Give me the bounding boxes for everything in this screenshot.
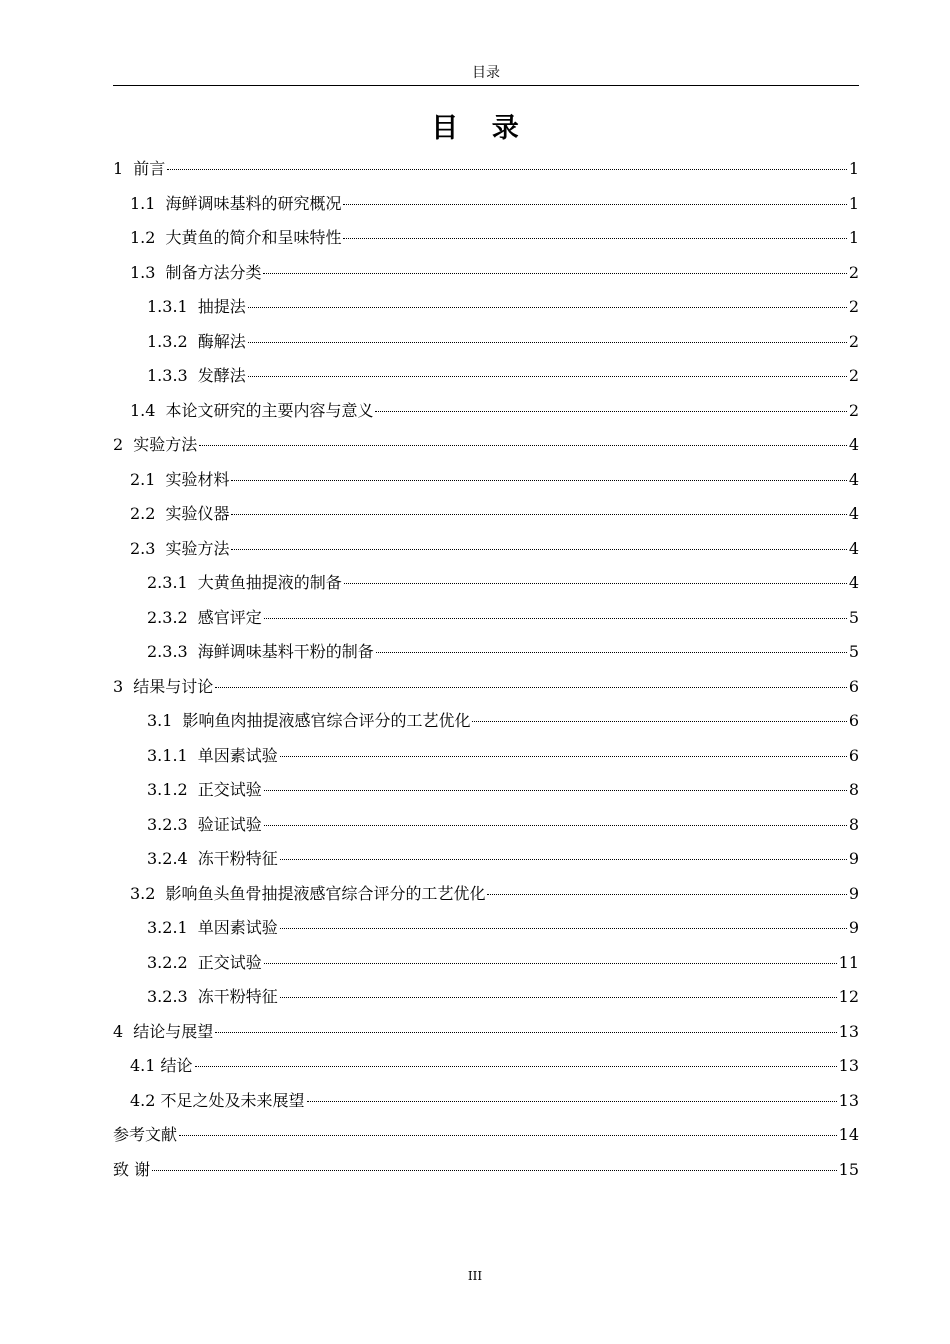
toc-dot-leader: [179, 1135, 837, 1136]
toc-dot-leader: [375, 411, 846, 412]
toc-entry-page: 9: [848, 918, 859, 937]
toc-entry[interactable]: [113, 877, 859, 912]
toc-entry-page: 13: [838, 1021, 859, 1041]
toc-dot-leader: [343, 238, 846, 239]
toc-entry[interactable]: [113, 842, 859, 877]
toc-entry-title: 抽提法: [197, 297, 246, 316]
toc-entry-page: 11: [838, 952, 859, 972]
toc-entry-number: 3.2.3: [147, 987, 188, 1006]
toc-entry-page: 9: [848, 849, 859, 868]
toc-entry[interactable]: [113, 1015, 859, 1050]
toc-entry[interactable]: [113, 428, 859, 463]
toc-entry-number: 3.2.1: [147, 918, 188, 937]
toc-entry-page: 2: [848, 400, 859, 420]
toc-entry[interactable]: [113, 808, 859, 843]
toc-entry[interactable]: [113, 739, 859, 774]
toc-entry[interactable]: [113, 497, 859, 532]
toc-entry-number: 3.1.2: [147, 780, 188, 799]
toc-dot-leader: [248, 307, 847, 308]
toc-entry-title: 结论与展望: [133, 1021, 214, 1041]
toc-entry-page: 5: [848, 607, 859, 627]
toc-entry-page: 2: [848, 262, 859, 282]
toc-entry-page: 14: [838, 1125, 859, 1144]
toc-entry-title: 冻干粉特征: [197, 987, 278, 1006]
toc-entry-page: 2: [848, 331, 859, 351]
toc-entry-title: 4.1 结论: [130, 1056, 193, 1075]
toc-entry-title: 感官评定: [197, 607, 262, 627]
toc-entry[interactable]: [113, 532, 859, 567]
toc-entry-page: 4: [848, 504, 859, 523]
toc-dot-leader: [152, 1170, 837, 1171]
toc-dot-leader: [264, 618, 847, 619]
toc-entry-title: 参考文献: [113, 1125, 178, 1144]
toc-entry-number: 2.3.3: [147, 642, 188, 661]
toc-entry-page: 6: [848, 745, 859, 765]
toc-entry-number: 3.1: [147, 711, 173, 730]
toc-entry[interactable]: [113, 221, 859, 256]
toc-dot-leader: [231, 549, 846, 550]
toc-entry-title: 实验材料: [165, 469, 230, 489]
toc-entry-number: 2: [113, 435, 124, 454]
toc-entry-page: 2: [848, 366, 859, 385]
toc-entry[interactable]: [113, 635, 859, 670]
toc-entry-title: 影响鱼头鱼骨抽提液感官综合评分的工艺优化: [165, 883, 486, 903]
toc-dot-leader: [280, 859, 847, 860]
toc-entry-number: 1.2: [130, 228, 156, 247]
toc-entry-page: 4: [848, 538, 859, 558]
toc-entry-number: 3.1.1: [147, 745, 188, 765]
toc-entry-number: 1.4: [130, 400, 156, 420]
toc-entry-number: 4: [113, 1021, 124, 1041]
toc-dot-leader: [248, 376, 847, 377]
toc-entry-page: 9: [848, 883, 859, 903]
toc-dot-leader: [264, 790, 847, 791]
toc-entry-title: 酶解法: [197, 331, 246, 351]
toc-entry-page: 8: [848, 814, 859, 834]
toc-entry-number: 1.3.1: [147, 297, 188, 316]
toc-entry[interactable]: [113, 1049, 859, 1084]
toc-entry-title: 海鲜调味基料的研究概况: [165, 193, 342, 213]
toc-entry[interactable]: [113, 773, 859, 808]
toc-entry-title: 实验方法: [133, 435, 198, 454]
toc-entry-page: 1: [848, 228, 859, 247]
toc-dot-leader: [263, 273, 846, 274]
toc-entry-number: 2.1: [130, 469, 156, 489]
toc-entry-title: 验证试验: [197, 814, 262, 834]
toc-entry[interactable]: [113, 187, 859, 222]
toc-dot-leader: [307, 1101, 837, 1102]
toc-entry-title: 制备方法分类: [165, 262, 262, 282]
toc-dot-leader: [215, 1032, 836, 1033]
toc-entry-title: 影响鱼肉抽提液感官综合评分的工艺优化: [182, 711, 471, 730]
toc-entry-number: 3.2: [130, 883, 156, 903]
toc-entry[interactable]: [113, 463, 859, 498]
running-header: 目录: [472, 65, 500, 81]
toc-entry-title: 4.2 不足之处及未来展望: [130, 1090, 305, 1110]
toc-entry-number: 3.2.3: [147, 814, 188, 834]
toc-entry-number: 1.3.3: [147, 366, 188, 385]
toc-entry-number: 2.3: [130, 538, 156, 558]
toc-entry[interactable]: [113, 256, 859, 291]
toc-title: 目 录: [431, 113, 531, 144]
toc-entry-page: 6: [848, 676, 859, 696]
toc-entry-title: 实验方法: [165, 538, 230, 558]
toc-entry-title: 单因素试验: [197, 745, 278, 765]
toc-entry[interactable]: [113, 980, 859, 1015]
toc-entry-number: 1.3: [130, 262, 156, 282]
toc-entry[interactable]: [113, 359, 859, 394]
header-rule: [113, 85, 859, 86]
toc-entry[interactable]: [113, 670, 859, 705]
toc-entry[interactable]: [113, 1084, 859, 1119]
toc-dot-leader: [248, 342, 847, 343]
toc-entry[interactable]: [113, 704, 859, 739]
toc-entry-page: 1: [848, 193, 859, 213]
toc-dot-leader: [280, 756, 847, 757]
toc-entry-title: 发酵法: [197, 366, 246, 385]
toc-entry-page: 2: [848, 297, 859, 316]
toc-dot-leader: [264, 825, 847, 826]
toc-entry-number: 3: [113, 676, 124, 696]
toc-entry[interactable]: [113, 911, 859, 946]
page-number: III: [467, 1269, 483, 1283]
toc-dot-leader: [199, 445, 847, 446]
toc-entry-title: 实验仪器: [165, 504, 230, 523]
toc-entry-title: 前言: [133, 159, 166, 178]
toc-dot-leader: [280, 997, 837, 998]
toc-dot-leader: [472, 721, 846, 722]
toc-entry-title: 结果与讨论: [133, 676, 214, 696]
toc-entry-title: 单因素试验: [197, 918, 278, 937]
toc-entry[interactable]: [113, 290, 859, 325]
toc-entry-number: 1: [113, 159, 124, 178]
toc-entry-page: 4: [848, 435, 859, 454]
toc-entry-number: 3.2.2: [147, 952, 188, 972]
toc-entry-title: 正交试验: [197, 952, 262, 972]
toc-entry-title: 冻干粉特征: [197, 849, 278, 868]
toc-entry-number: 1.3.2: [147, 331, 188, 351]
toc-entry[interactable]: [113, 325, 859, 360]
toc-entry[interactable]: [113, 152, 859, 187]
toc-entry-number: 3.2.4: [147, 849, 188, 868]
toc-entry-page: 15: [838, 1159, 859, 1179]
toc-entry-page: 4: [848, 573, 859, 592]
toc-dot-leader: [264, 963, 837, 964]
toc-dot-leader: [195, 1066, 837, 1067]
toc-entry-page: 4: [848, 469, 859, 489]
toc-entry-number: 2.2: [130, 504, 156, 523]
toc-dot-leader: [280, 928, 847, 929]
toc-dot-leader: [231, 480, 846, 481]
toc-entry-page: 12: [838, 987, 859, 1006]
toc-entry-title: 大黄鱼的简介和呈味特性: [165, 228, 342, 247]
toc-entry[interactable]: [113, 394, 859, 429]
toc-dot-leader: [344, 583, 847, 584]
toc-dot-leader: [376, 652, 847, 653]
toc-entry-title: 本论文研究的主要内容与意义: [165, 400, 374, 420]
toc-entry-number: 1.1: [130, 193, 156, 213]
toc-entry-title: 大黄鱼抽提液的制备: [197, 573, 342, 592]
toc-entry-number: 2.3.2: [147, 607, 188, 627]
toc-dot-leader: [215, 687, 847, 688]
toc-entry-title: 海鲜调味基料干粉的制备: [197, 642, 374, 661]
toc-entry[interactable]: [113, 1153, 859, 1188]
toc-entry-page: 6: [848, 711, 859, 730]
toc-dot-leader: [167, 169, 847, 170]
toc-entry[interactable]: [113, 946, 859, 981]
toc-entry[interactable]: [113, 566, 859, 601]
toc-dot-leader: [487, 894, 846, 895]
toc-entry-page: 13: [838, 1056, 859, 1075]
toc-dot-leader: [231, 514, 846, 515]
toc-entry[interactable]: [113, 601, 859, 636]
toc-entry[interactable]: [113, 1118, 859, 1153]
table-of-contents: [113, 152, 859, 1187]
toc-entry-number: 2.3.1: [147, 573, 188, 592]
toc-dot-leader: [343, 204, 846, 205]
toc-entry-page: 13: [838, 1090, 859, 1110]
toc-entry-page: 5: [848, 642, 859, 661]
toc-entry-page: 8: [848, 780, 859, 799]
toc-entry-title: 正交试验: [197, 780, 262, 799]
toc-entry-page: 1: [848, 159, 859, 178]
toc-entry-title: 致 谢: [113, 1159, 151, 1179]
